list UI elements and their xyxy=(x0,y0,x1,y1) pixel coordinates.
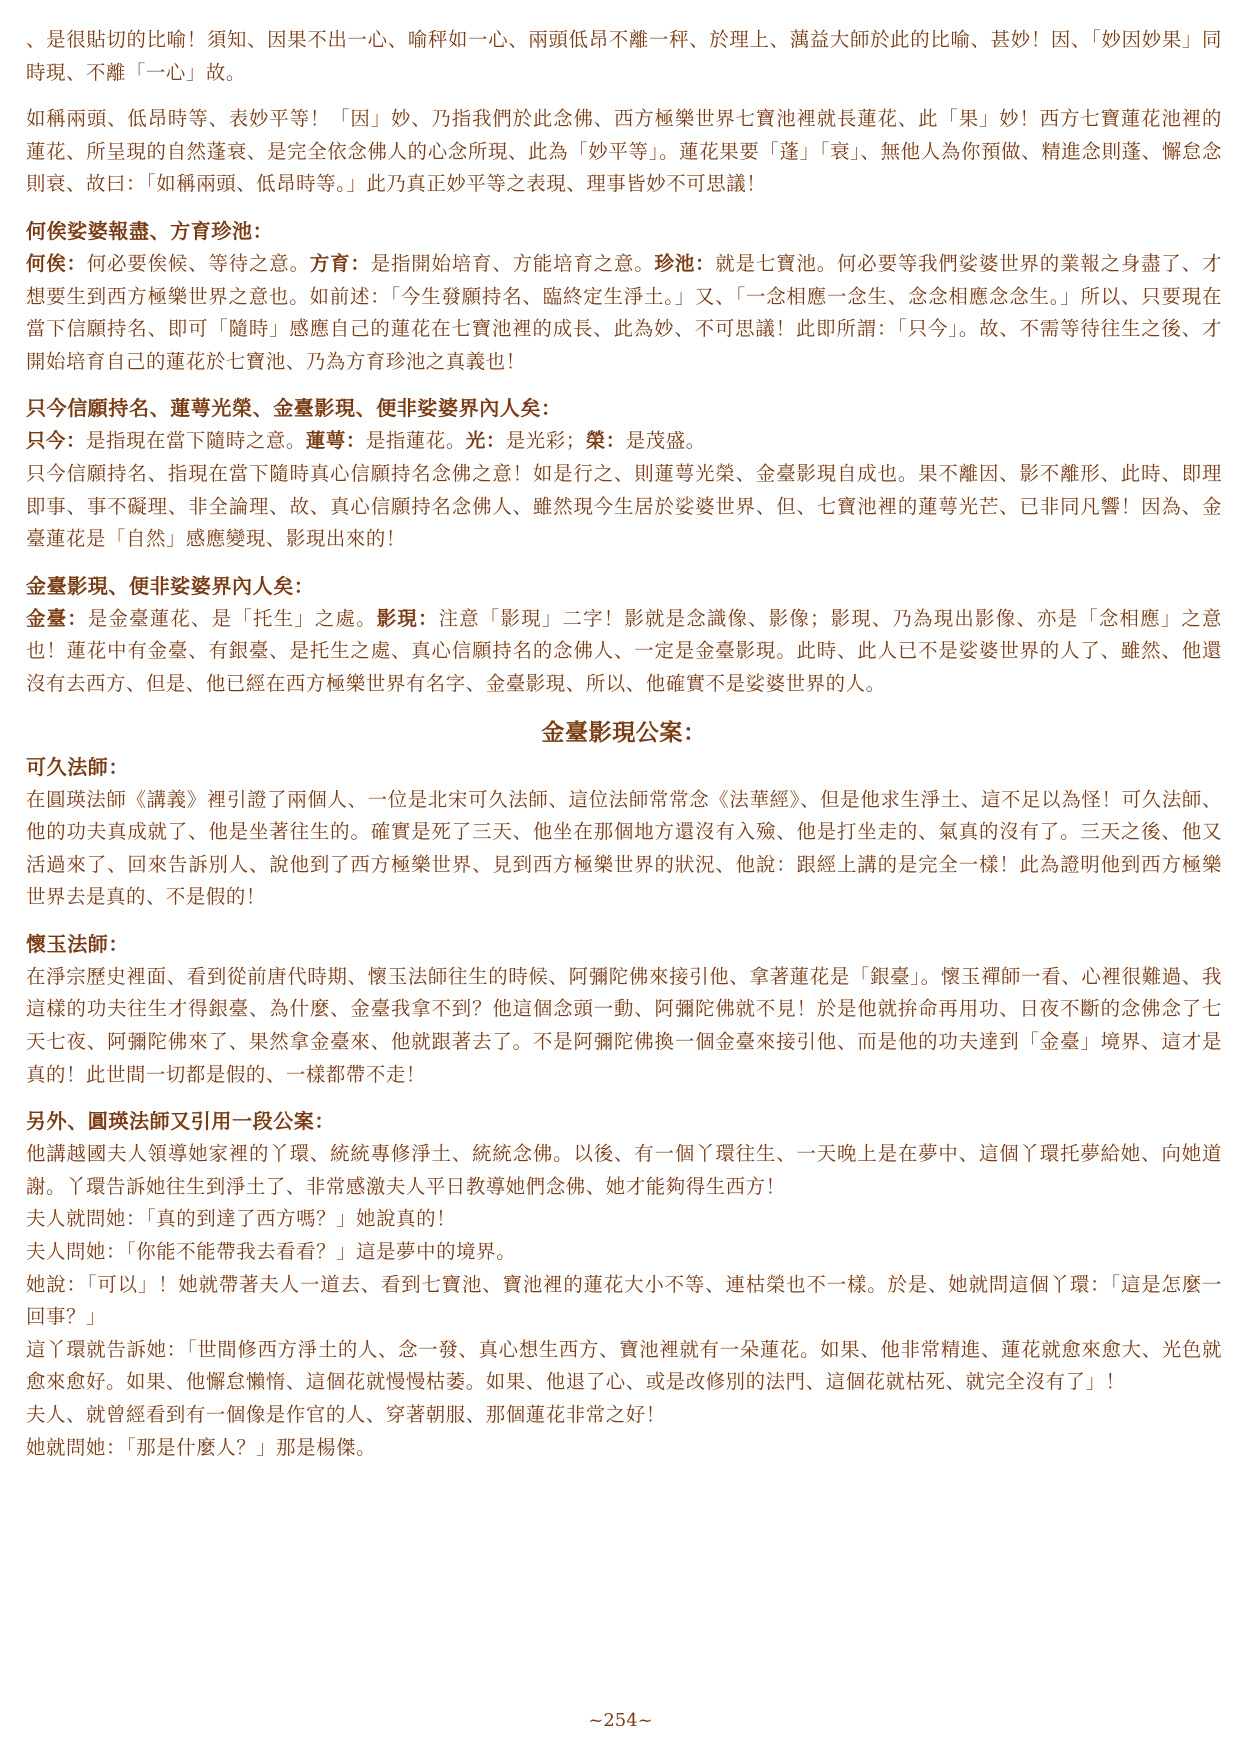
case-line: 夫人問她：「你能不能帶我去看看？」這是夢中的境界。 xyxy=(26,1240,517,1264)
term: 珍池： xyxy=(654,251,716,275)
case-heading: 另外、圓瑛法師又引用一段公案： xyxy=(26,1109,335,1134)
case-line: 這丫環就告訴她：「世間修西方淨土的人、念一發、真心想生西方、寶池裡就有一朵蓮花。如果、他非常精進、蓮花就愈來愈大、光色就愈來愈好。如果、他懈怠懶惰、這個花就慢慢枯萎。如果、他退了心、或是改修別的法門、這個花就枯死、就完全沒有了」！ xyxy=(26,1337,1222,1394)
section-golden-platform xyxy=(26,570,1222,701)
case-heading: 可久法師： xyxy=(26,754,129,779)
paragraph-equal-balance: 如稱兩頭、低昂時等、表妙平等！「因」妙、乃指我們於此念佛、西方極樂世界七寶池裡就長蓮花、此「果」妙！西方七寶蓮花池裡的蓮花、所呈現的自然蓬衰、是完全依念佛人的心念所現、此為「妙平等」。蓮花果要「蓬」「衰」、無他人為你預做、精進念則蓬、懈怠念則衰、故曰：「如稱兩頭、低昂時等。」此乃真正妙平等之表現、理事皆妙不可思議！ xyxy=(26,107,1222,196)
case-heading: 懷玉法師： xyxy=(26,931,129,956)
case-line: 夫人、就曾經看到有一個像是作官的人、穿著朝服、那個蓮花非常之好！ xyxy=(26,1403,666,1426)
page-number: ~254~ xyxy=(588,1710,653,1731)
document-page xyxy=(26,24,1222,1464)
term: 何俟： xyxy=(26,251,87,275)
term: 光： xyxy=(465,429,506,453)
section-body: 只今信願持名、指現在當下隨時真心信願持名念佛之意！如是行之、則蓮萼光榮、金臺影現自成也。果不離因、影不離形、此時、即理即事、事不礙理、非全論理、故、真心信願持名念佛人、雖然現今生居於娑婆世界、但、七寶池裡的蓮萼光芒、已非同凡響！因為、金臺蓮花是「自然」感應變現、影現出來的！ xyxy=(26,461,1222,551)
term-definitions: 只今：是指現在當下隨時之意。蓮萼：是指蓮花。光：是光彩；榮：是茂盛。 xyxy=(26,429,706,453)
section-lotus-glory xyxy=(26,392,1222,555)
case-kejiu xyxy=(26,751,1222,914)
paragraph-intro: 、是很貼切的比喻！須知、因果不出一心、喻秤如一心、兩頭低昂不離一秤、於理上、蕅益大師於此的比喻、甚妙！因、「妙因妙果」同時現、不離「一心」故。 xyxy=(26,28,1222,84)
section-body: 何俟：何必要俟候、等待之意。方育：是指開始培育、方能培育之意。珍池：就是七寶池。何必要等我們娑婆世界的業報之身盡了、才想要生到西方極樂世界之意也。如前述：「今生發願持名、臨終定生淨土。」又、「一念相應一念生、念念相應念念生。」所以、只要現在當下信願持名、即可「隨時」感應自己的蓮花在七寶池裡的成長、此為妙、不可思議！此即所謂：「只今」。故、不需等待往生之後、才開始培育自己的蓮花於七寶池、乃為方育珍池之真義也！ xyxy=(26,251,1222,373)
term: 榮： xyxy=(585,429,626,453)
case-line: 她說：「可以」！她就帶著夫人一道去、看到七寶池、寶池裡的蓮花大小不等、連枯榮也不一樣。於是、她就問這個丫環：「這是怎麼一回事？」 xyxy=(26,1272,1222,1329)
case-line: 他講越國夫人領導她家裡的丫環、統統專修淨土、統統念佛。以後、有一個丫環往生、一天晚上是在夢中、這個丫環托夢給她、向她道謝。丫環告訴她往生到淨土了、非常感激夫人平日教導她們念佛、她才能夠得生西方！ xyxy=(26,1142,1222,1198)
term: 影現： xyxy=(376,606,439,630)
case-body: 在淨宗歷史裡面、看到從前唐代時期、懷玉法師往生的時候、阿彌陀佛來接引他、拿著蓮花是「銀臺」。懷玉禪師一看、心裡很難過、我這樣的功夫往生才得銀臺、為什麼、金臺我拿不到？他這個念頭一動、阿彌陀佛就不見！於是他就拚命再用功、日夜不斷的念佛念了七天七夜、阿彌陀佛來了、果然拿金臺來、他就跟著去了。不是阿彌陀佛換一個金臺來接引他、而是他的功夫達到「金臺」境界、這才是真的！此世間一切都是假的、一樣都帶不走！ xyxy=(26,964,1222,1086)
term: 只今： xyxy=(26,429,86,453)
section-body: 金臺：是金臺蓮花、是「托生」之處。影現：注意「影現」二字！影就是念識像、影像；影現、乃為現出影像、亦是「念相應」之意也！蓮花中有金臺、有銀臺、是托生之處、真心信願持名的念佛人、一定是金臺影現。此時、此人已不是娑婆世界的人了、雖然、他還沒有去西方、但是、他已經在西方極樂世界有名字、金臺影現、所以、他確實不是娑婆世界的人。 xyxy=(26,606,1222,695)
case-yueguo-lady xyxy=(26,1105,1222,1464)
term: 方育： xyxy=(309,251,371,275)
case-line: 她就問她：「那是什麼人？」那是楊傑。 xyxy=(26,1435,377,1459)
section-heading: 金臺影現、便非娑婆界內人矣： xyxy=(26,573,315,598)
case-line: 夫人就問她：「真的到達了西方嗎？」她說真的！ xyxy=(26,1207,457,1231)
case-title: 金臺影現公案： xyxy=(541,718,707,746)
section-heading: 只今信願持名、蓮萼光榮、金臺影現、便非娑婆界內人矣： xyxy=(26,396,562,421)
case-huaiyu xyxy=(26,928,1222,1091)
term: 蓮萼： xyxy=(305,429,366,453)
section-treasure-pond xyxy=(26,215,1222,378)
term: 金臺： xyxy=(26,606,88,630)
section-heading: 何俟娑婆報盡、方育珍池： xyxy=(26,218,274,243)
case-body: 在圓瑛法師《講義》裡引證了兩個人、一位是北宋可久法師、這位法師常常念《法華經》、但是他求生淨土、這不足以為怪！可久法師、他的功夫真成就了、他是坐著往生的。確實是死了三天、他坐在那個地方還沒有入殮、他是打坐走的、氣真的沒有了。三天之後、他又活過來了、回來告訴別人、說他到了西方極樂世界、見到西方極樂世界的狀況、他說：跟經上講的是完全一樣！此為證明他到西方極樂世界去是真的、不是假的！ xyxy=(26,787,1222,909)
